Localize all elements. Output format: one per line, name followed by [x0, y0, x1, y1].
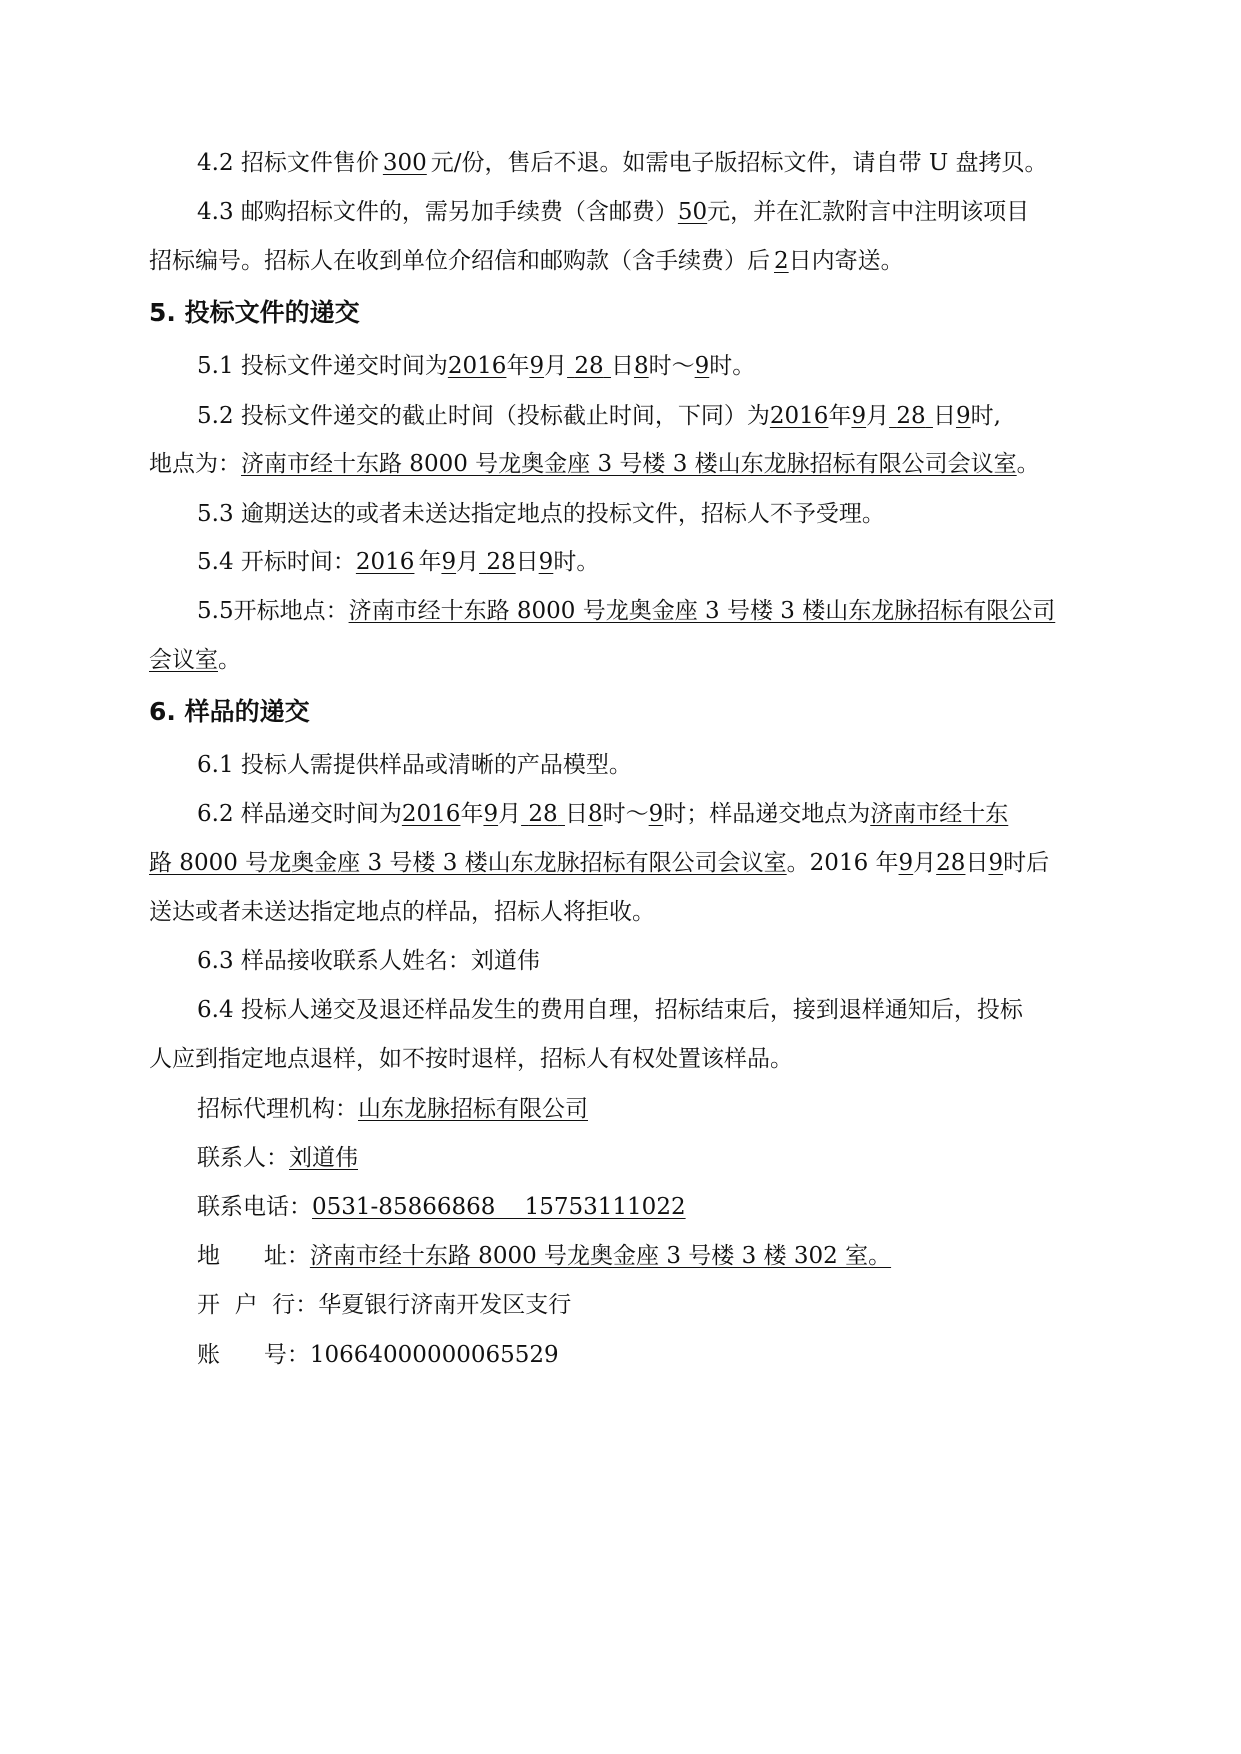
hour-value: 8: [633, 353, 649, 379]
text: 日: [564, 801, 588, 827]
phone-label: 联系电话：: [197, 1194, 312, 1220]
text: 时。: [709, 353, 756, 379]
year-value: 2016: [355, 549, 415, 575]
hour-value: 9: [988, 850, 1004, 876]
text: 日内寄送。: [788, 248, 904, 274]
section-6-heading: 6. 样品的递交: [149, 697, 310, 726]
paragraph-6-2-line3: 送达或者未送达指定地点的样品，招标人将拒收。: [149, 899, 655, 925]
paragraph-5-2-line2: [0, 449, 1241, 479]
paragraph-5-4: [0, 547, 1241, 577]
paragraph-5-2-line1: [0, 401, 1241, 431]
text: 4.2 招标文件售价: [197, 150, 379, 176]
month-value: 9: [898, 850, 914, 876]
person-value: 刘道伟: [289, 1145, 358, 1171]
text: 。: [218, 647, 241, 673]
text: 5.4 开标时间：: [197, 549, 356, 575]
person-label: 联系人：: [197, 1145, 289, 1171]
days-value: 2: [774, 248, 789, 274]
paragraph-6-2-line1: [0, 799, 1241, 829]
paragraph-6-1: 6.1 投标人需提供样品或清晰的产品模型。: [197, 752, 632, 778]
location-value: 济南市经十东: [870, 801, 1009, 827]
text: 年: [460, 801, 484, 827]
price-value: 300: [382, 150, 427, 176]
hour-value: 9: [694, 353, 710, 379]
text: 时,: [970, 403, 1001, 429]
account-label: 账 号：: [197, 1342, 310, 1368]
text: 地点为：: [149, 451, 241, 477]
agency-value: 山东龙脉招标有限公司: [358, 1096, 588, 1122]
paragraph-6-4-line2: 人应到指定地点退样，如不按时退样，招标人有权处置该样品。: [149, 1046, 793, 1072]
year-value: 2016: [401, 801, 461, 827]
location-value: 济南市经十东路 8000 号龙奥金座 3 号楼 3 楼山东龙脉招标有限公司会议室: [241, 451, 1017, 477]
day-value: 28: [896, 403, 926, 429]
text: 时。: [553, 549, 600, 575]
text: 日: [932, 403, 956, 429]
text: 元，并在汇款附言中注明该项目: [707, 199, 1030, 225]
bank-label: 开 户 行：: [197, 1292, 319, 1318]
text: 时～: [602, 801, 649, 827]
text: 招标编号。招标人在收到单位介绍信和邮购款（含手续费）后: [149, 248, 770, 274]
account-row: [0, 1340, 1241, 1370]
month-value: 9: [483, 801, 499, 827]
day-value: 28: [528, 801, 558, 827]
phone-row: [0, 1192, 1241, 1222]
location-value: 路 8000 号龙奥金座 3 号楼 3 楼山东龙脉招标有限公司会议室: [149, 850, 787, 876]
agency-label: 招标代理机构：: [197, 1096, 358, 1122]
paragraph-4-3-line1: [0, 197, 1241, 227]
text: 时～: [648, 353, 695, 379]
paragraph-5-3: 5.3 逾期送达的或者未送达指定地点的投标文件，招标人不予受理。: [197, 501, 885, 527]
account-value: 10664000000065529: [309, 1342, 559, 1368]
address-value: 济南市经十东路 8000 号龙奥金座 3 号楼 3 楼 302 室。: [309, 1243, 892, 1269]
month-value: 9: [441, 549, 457, 575]
hour-value: 8: [587, 801, 603, 827]
paragraph-5-5-line2: [0, 645, 1241, 675]
text: 5.1 投标文件递交时间为: [197, 353, 448, 379]
paragraph-5-1: [0, 351, 1241, 381]
month-value: 9: [529, 353, 545, 379]
text: 月: [913, 850, 937, 876]
section-5-heading: 5. 投标文件的递交: [149, 298, 360, 327]
location-value: 会议室: [149, 647, 218, 673]
hour-value: 9: [538, 549, 554, 575]
month-value: 9: [851, 403, 867, 429]
text: 年: [828, 403, 852, 429]
text: 5.5开标地点：: [197, 598, 349, 624]
text: 。2016 年: [786, 850, 899, 876]
text: 元/份，售后不退。如需电子版招标文件，请自带 U 盘拷贝。: [430, 150, 1048, 176]
text: 日: [610, 353, 634, 379]
text: 日: [965, 850, 989, 876]
paragraph-4-3-line2: [0, 246, 1241, 276]
text: 月: [866, 403, 890, 429]
text: 时；样品递交地点为: [663, 801, 871, 827]
agency-row: [0, 1094, 1241, 1124]
year-value: 2016: [447, 353, 507, 379]
year-value: 2016: [769, 403, 829, 429]
contact-person-row: [0, 1143, 1241, 1173]
text: 4.3 邮购招标文件的，需另加手续费（含邮费）: [197, 199, 678, 225]
text: 月: [456, 549, 480, 575]
address-row: [0, 1241, 1241, 1271]
day-value: 28: [936, 850, 966, 876]
phone-value: 0531-85866868 15753111022: [312, 1194, 686, 1220]
text: 日: [515, 549, 539, 575]
paragraph-6-2-line2: [0, 848, 1241, 878]
bank-row: [0, 1290, 1241, 1320]
text: 。: [1016, 451, 1040, 477]
address-label: 地 址：: [197, 1243, 310, 1269]
paragraph-4-2: [0, 148, 1241, 178]
text: 年: [506, 353, 530, 379]
text: 月: [544, 353, 568, 379]
text: 年: [418, 549, 442, 575]
text: 时后: [1003, 850, 1050, 876]
text: 6.2 样品递交时间为: [197, 801, 402, 827]
day-value: 28: [486, 549, 516, 575]
fee-value: 50: [677, 199, 708, 225]
hour-value: 9: [648, 801, 664, 827]
text: 5.2 投标文件递交的截止时间（投标截止时间，下同）为: [197, 403, 770, 429]
paragraph-5-5-line1: [0, 596, 1241, 626]
paragraph-6-3: 6.3 样品接收联系人姓名：刘道伟: [197, 948, 540, 974]
text: 月: [498, 801, 522, 827]
bank-value: 华夏银行济南开发区支行: [318, 1292, 572, 1318]
day-value: 28: [574, 353, 604, 379]
hour-value: 9: [955, 403, 971, 429]
location-value: 济南市经十东路 8000 号龙奥金座 3 号楼 3 楼山东龙脉招标有限公司: [348, 598, 1056, 624]
paragraph-6-4-line1: 6.4 投标人递交及退还样品发生的费用自理，招标结束后，接到退样通知后，投标: [197, 997, 1023, 1023]
